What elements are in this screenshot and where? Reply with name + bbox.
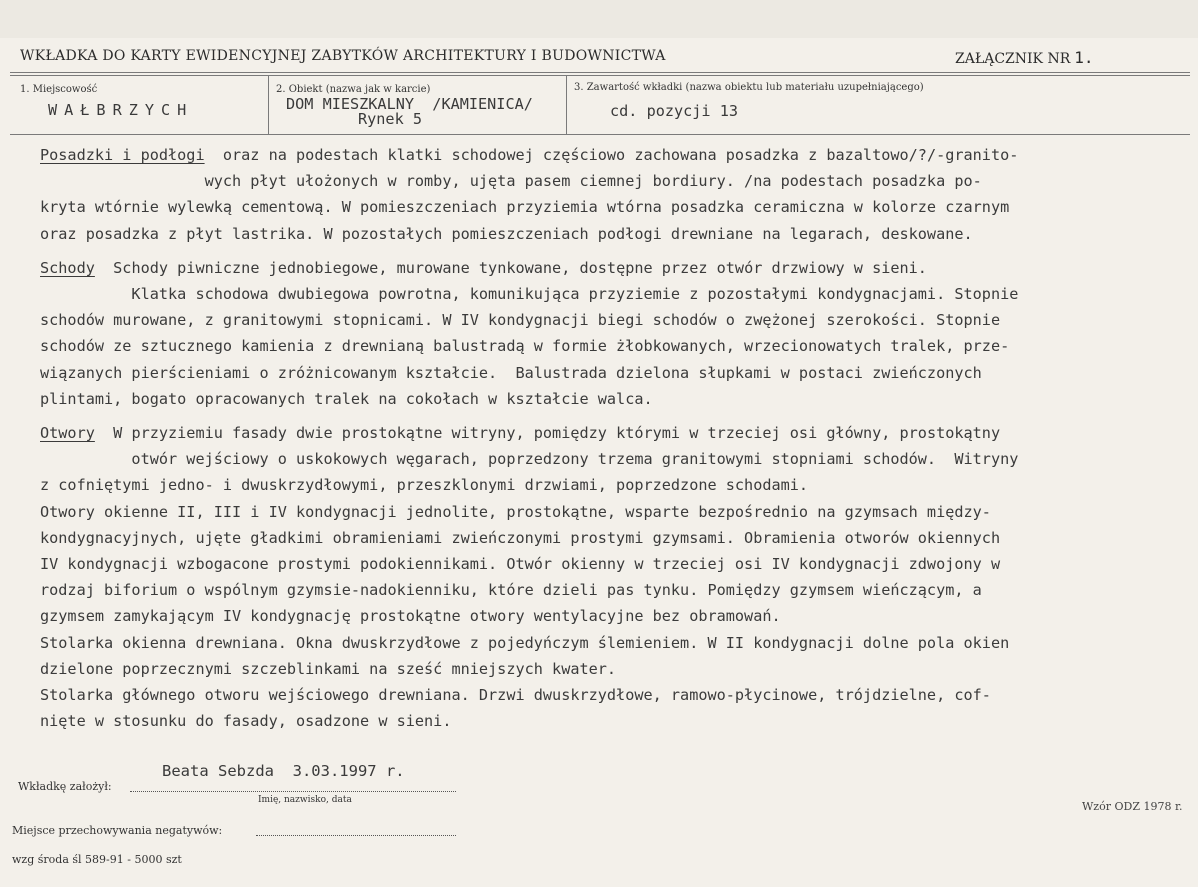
body-line [40,686,991,704]
top-margin [0,0,1198,38]
body-line [40,198,1009,216]
template-label: Wzór ODZ 1978 r. [1082,800,1183,813]
body-line [40,285,1018,303]
section-heading: Otwory [40,424,95,442]
body-line-text: schodów murowane, z granitowymi stopnicami. W IV kondygnacji biegi schodów o zwężonej szerokości. Stopnie [40,311,1001,330]
body-line [40,529,1000,547]
field-2-value-line1: DOM MIESZKALNY /KAMIENICA/ [286,95,533,113]
body-line-text: z cofniętymi jedno- i dwuskrzydłowymi, przeszklonymi drzwiami, poprzedzone schodami. [40,476,809,495]
section-heading: Schody [40,258,95,277]
body-text [40,146,1180,746]
body-line [40,660,616,678]
body-line-text: IV kondygnacji wzbogacone prostymi podokiennikami. Otwór okienny w trzeciej osi IV kondygnacji zdwojony w [40,555,1001,573]
annex-label: ZAŁĄCZNIK NR [955,51,1071,67]
field-2-label: 2. Obiekt (nazwa jak w karcie) [276,84,431,95]
body-line-text: Stolarka głównego otworu wejściowego drewniana. Drzwi dwuskrzydłowe, ramowo-płycinowe, trójdzielne, cof- [40,686,991,704]
body-line [40,424,1000,442]
annex-label-wrap [955,48,1094,67]
body-line-text: gzymsem zamykającym IV kondygnację prostokątne otwory wentylacyjne bez obramowań. [40,607,781,626]
body-line [40,476,808,494]
fields-bottom-rule [10,134,1190,135]
field-1-value: WAŁBRZYCH [48,101,194,119]
author-label: Wkładkę założył: [18,780,112,793]
body-line-text: plintami, bogato opracowanych tralek na cokołach w kształcie walca. [40,389,653,408]
body-line [40,712,451,730]
body-line [40,555,1000,573]
storage-dotted-line [256,835,456,836]
body-line [40,337,1009,355]
body-line [40,225,973,243]
body-line [40,450,1018,468]
field-divider-2 [566,76,567,134]
field-divider-1 [268,76,269,134]
field-3-label: 3. Zawartość wkładki (nazwa obiektu lub materiału uzupełniającego) [574,82,924,93]
body-line-text: Schody piwniczne jednobiegowe, murowane tynkowane, dostępne przez otwór drzwiowy w sieni. [94,258,927,277]
section-heading: Posadzki i podłogi [40,146,205,164]
author-signature: Beata Sebzda 3.03.1997 r. [162,762,405,780]
body-line [40,364,982,382]
author-dotted-line [130,791,456,792]
body-line [40,146,1018,164]
field-1-label: 1. Miejscowość [20,84,98,95]
body-line-text: oraz posadzka z płyt lastrika. W pozostałych pomieszczeniach podłogi drewniane na legarach, deskowane. [40,224,973,243]
body-line-text: rodzaj biforium o wspólnym gzymsie-nadokienniku, które dzieli pas tynku. Pomiędzy gzymsem wieńczącym, a [40,581,982,600]
body-line [40,634,1009,652]
body-line-text: Stolarka okienna drewniana. Okna dwuskrzydłowe z pojedyńczym ślemieniem. W II kondygnacji dolne pola okien [40,633,1010,652]
body-line [40,172,982,190]
body-line-text: otwór wejściowy o uskokowych węgarach, poprzedzony trzema granitowymi stopniami schodów. Witryny [40,450,1019,469]
storage-label: Miejsce przechowywania negatywów: [12,824,223,837]
body-line-text: W przyziemiu fasady dwie prostokątne witryny, pomiędzy którymi w trzeciej osi główny, prostokątny [94,424,1001,442]
body-line [40,259,927,277]
body-line-text: nięte w stosunku do fasady, osadzone w sieni. [40,712,452,731]
body-line [40,311,1000,329]
printer-label: wzg środa śl 589-91 - 5000 szt [12,853,182,866]
body-line-text: oraz na podestach klatki schodowej częściowo zachowana posadzka z bazaltowo/?/-granito- [204,146,1019,164]
body-line-text: kondygnacyjnych, ujęte gładkimi obramieniami zwieńczonymi prostymi gzymsami. Obramienia otworów okiennych [40,528,1001,547]
body-line-text: wych płyt ułożonych w romby, ujęta pasem ciemnej bordiury. /na podestach posadzka po- [40,172,982,191]
title-rule [10,72,1190,73]
field-3-value: cd. pozycji 13 [610,102,739,120]
body-line [40,607,781,625]
body-line-text: Otwory okienne II, III i IV kondygnacji jednolite, prostokątne, wsparte bezpośrednio na gzymsach między- [40,502,991,521]
title-rule-2 [10,75,1190,76]
body-line [40,390,653,408]
body-line-text: kryta wtórnie wylewką cementową. W pomieszczeniach przyziemia wtórna posadzka ceramiczna w kolorze czarnym [40,198,1010,217]
body-line-text: Klatka schodowa dwubiegowa powrotna, komunikująca przyziemie z pozostałymi kondygnacjami. Stopnie [40,285,1019,303]
body-line-text: dzielone poprzecznymi szczeblinkami na sześć mniejszych kwater. [40,659,617,678]
body-line-text: wiązanych pierścieniami o zróżnicowanym kształcie. Balustrada dzielona słupkami w postaci zwieńczonych [40,363,982,382]
body-line-text: schodów ze sztucznego kamienia z drewnianą balustradą w formie żłobkowanych, wrzecionowatych tralek, prze- [40,337,1010,356]
annex-number: 1. [1074,48,1094,67]
form-title: WKŁADKA DO KARTY EWIDENCYJNEJ ZABYTKÓW ARCHITEKTURY I BUDOWNICTWA [20,48,666,64]
body-line [40,503,991,521]
field-2-value-line2: Rynek 5 [358,110,423,128]
body-line [40,581,982,599]
author-caption: Imię, nazwisko, data [258,795,352,805]
